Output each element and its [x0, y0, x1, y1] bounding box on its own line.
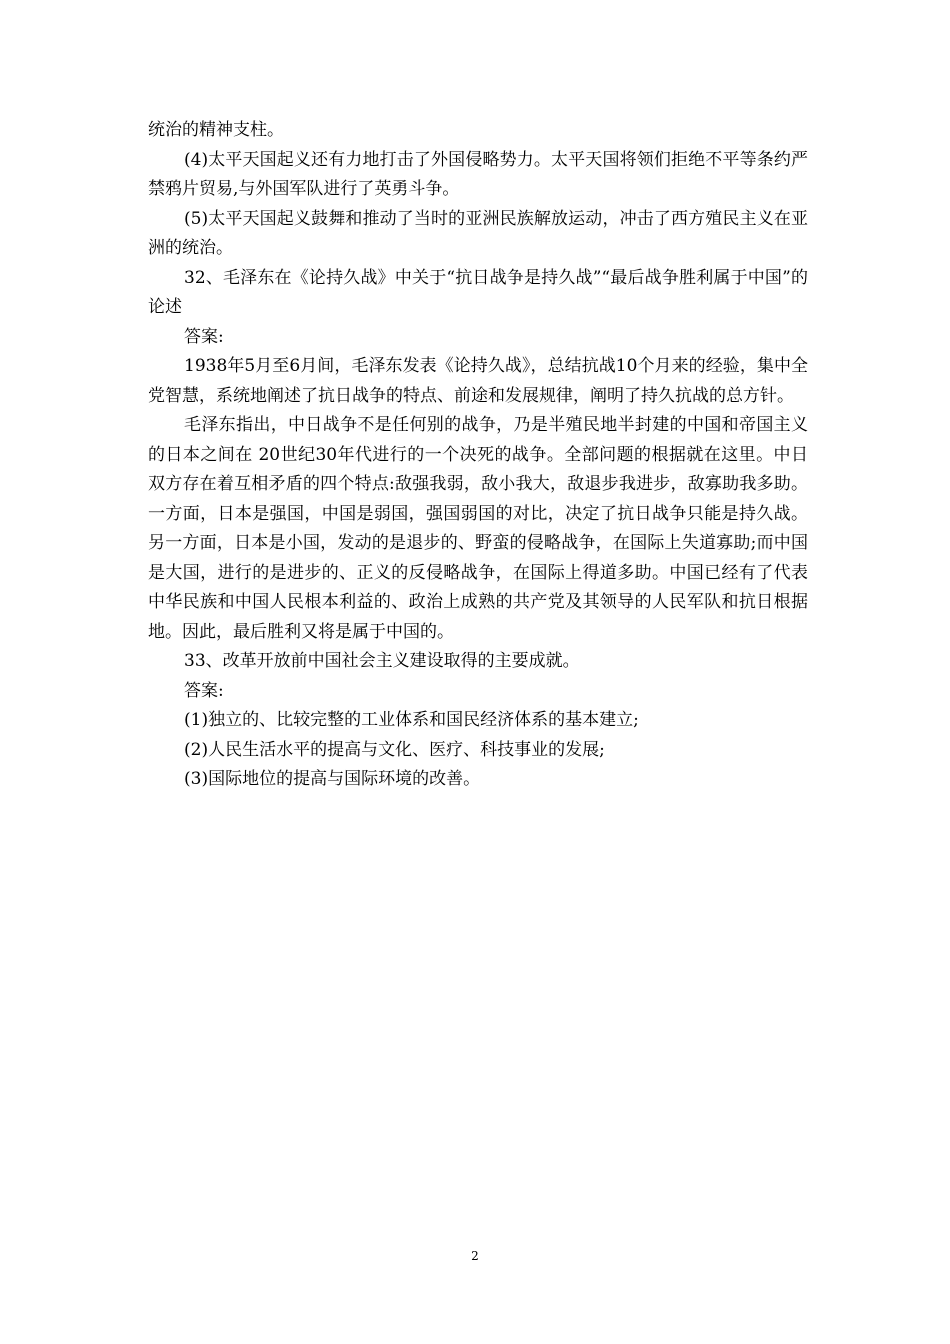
paragraph: 统治的精神支柱。: [148, 120, 284, 140]
answer-item: (2)人民生活水平的提高与文化、医疗、科技事业的发展;: [184, 739, 605, 760]
question-heading: 32、毛泽东在《论持久战》中关于“抗日战争是持久战”“最后战争胜利属于中国”的论述: [148, 267, 808, 317]
answer-label: 答案:: [184, 326, 224, 347]
answer-label: 答案:: [184, 680, 224, 701]
answer-item: (3)国际地位的提高与国际环境的改善。: [184, 769, 481, 789]
paragraph: (5)太平天国起义鼓舞和推动了当时的亚洲民族解放运动，冲击了西方殖民主义在亚洲的统治。: [148, 208, 808, 258]
document-body: [148, 116, 808, 795]
paragraph: 毛泽东指出，中日战争不是任何别的战争，乃是半殖民地半封建的中国和帝国主义的日本之间在 20世纪30年代进行的一个决死的战争。全部问题的根据就在这里。中日双方存在着互相矛盾的四个特点:敌强我弱，敌小我大，敌退步我进步，敌寡助我多助。一方面，日本是强国，中国是弱国，强国弱国的对比，决定了抗日战争只能是持久战。另一方面，日本是小国，发动的是退步的、野蛮的侵略战争，在国际上失道寡助;而中国是大国，进行的是进步的、正义的反侵略战争，在国际上得道多助。中国已经有了代表中华民族和中国人民根本利益的、政治上成熟的共产党及其领导的人民军队和抗日根据地。因此，最后胜利又将是属于中国的。: [148, 415, 808, 642]
answer-item: (1)独立的、比较完整的工业体系和国民经济体系的基本建立;: [184, 710, 639, 730]
paragraph: 1938年5月至6月间，毛泽东发表《论持久战》，总结抗战10个月来的经验，集中全党智慧，系统地阐述了抗日战争的特点、前途和发展规律，阐明了持久抗战的总方针。: [148, 356, 808, 406]
paragraph: (4)太平天国起义还有力地打击了外国侵略势力。太平天国将领们拒绝不平等条约严禁鸦片贸易,与外国军队进行了英勇斗争。: [148, 149, 808, 199]
page-number: 2: [471, 1249, 479, 1263]
question-heading: 33、改革开放前中国社会主义建设取得的主要成就。: [184, 651, 580, 671]
